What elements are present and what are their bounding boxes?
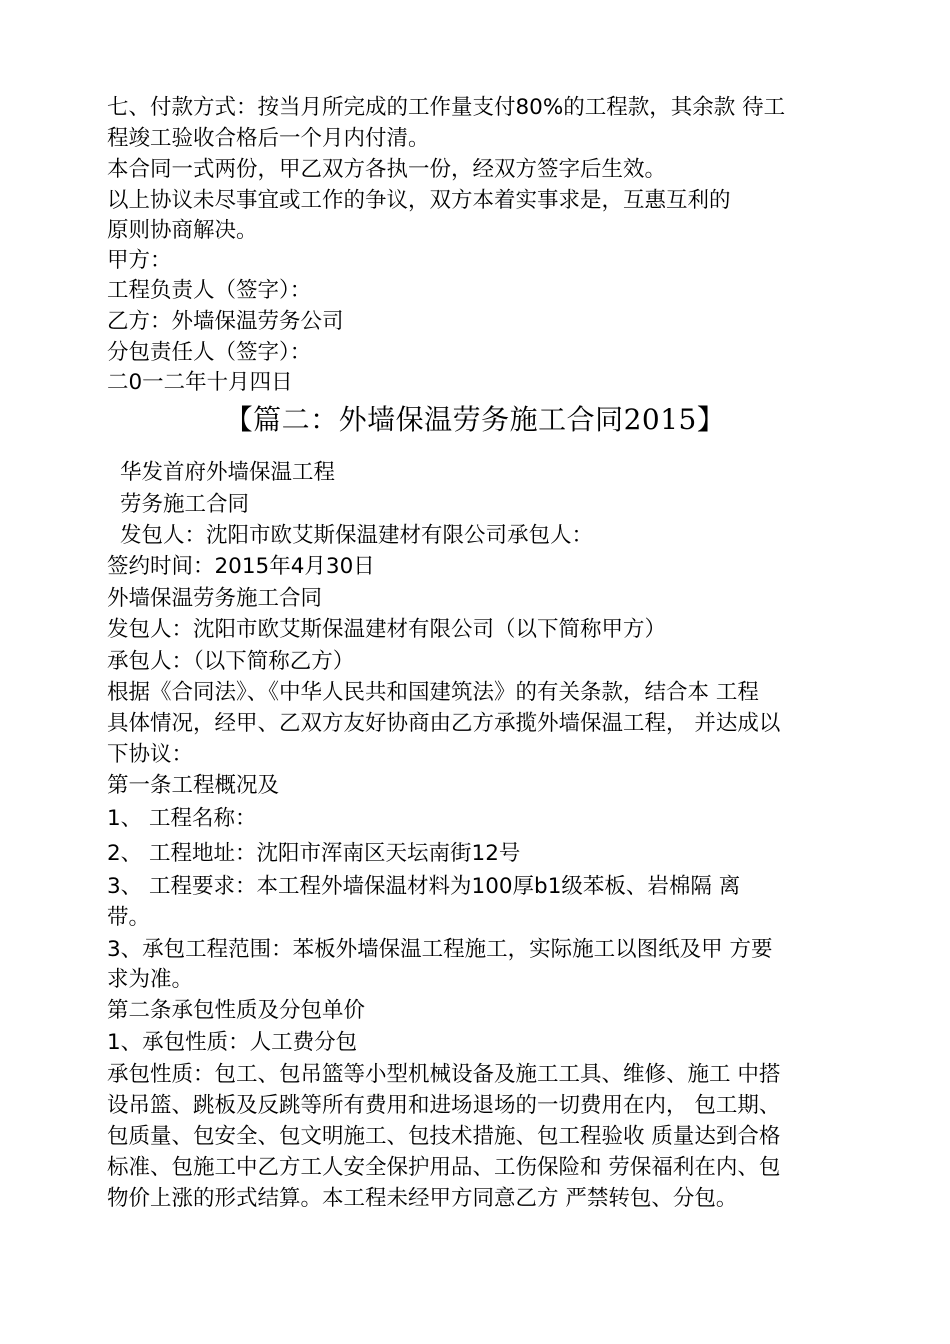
text-line: 原则协商解决。 <box>107 218 258 243</box>
text-line: 具体情况，经甲、乙双方友好协商由乙方承揽外墙保温工程， 并达成以 <box>107 711 781 736</box>
text-line: 签约时间：2015年4月30日 <box>107 554 375 579</box>
text-line: 3、 工程要求：本工程外墙保温材料为100厚b1级苯板、岩棉隔 离 <box>107 874 741 899</box>
doc-title: 华发首府外墙保温工程 <box>120 460 336 485</box>
text-line: 发包人：沈阳市欧艾斯保温建材有限公司承包人： <box>120 523 594 548</box>
text-line: 外墙保温劳务施工合同 <box>107 586 323 611</box>
text-line: 3、承包工程范围：苯板外墙保温工程施工，实际施工以图纸及甲 方要 <box>107 937 773 962</box>
text-line: 分包责任人（签字）： <box>107 340 312 365</box>
text-line: 带。 <box>107 905 151 930</box>
text-line: 求为准。 <box>107 967 194 992</box>
text-line: 承包人：（以下简称乙方） <box>107 649 355 674</box>
text-line: 二0一二年十月四日 <box>107 370 293 395</box>
text-line: 包质量、包安全、包文明施工、包技术措施、包工程验收 质量达到合格 <box>107 1124 781 1149</box>
doc-subtitle: 劳务施工合同 <box>120 492 250 517</box>
text-line: 物价上涨的形式结算。本工程未经甲方同意乙方 严禁转包、分包。 <box>107 1186 738 1211</box>
text-line: 以上协议未尽事宜或工作的争议，双方本着实事求是，互惠互利的 <box>107 188 731 213</box>
text-line: 1、 工程名称： <box>107 806 257 831</box>
text-line: 本合同一式两份，甲乙双方各执一份，经双方签字后生效。 <box>107 157 667 182</box>
text-line: 七、付款方式：按当月所完成的工作量支付80%的工程款，其余款 待工 <box>107 95 786 120</box>
text-line: 发包人：沈阳市欧艾斯保温建材有限公司（以下简称甲方） <box>107 617 667 642</box>
text-line: 第二条承包性质及分包单价 <box>107 998 366 1023</box>
text-line: 2、 工程地址：沈阳市浑南区天坛南街12号 <box>107 841 521 866</box>
text-line: 标准、包施工中乙方工人安全保护用品、工伤保险和 劳保福利在内、包 <box>107 1155 781 1180</box>
text-line: 程竣工验收合格后一个月内付清。 <box>107 126 430 151</box>
text-line: 承包性质：包工、包吊篮等小型机械设备及施工工具、维修、施工 中搭 <box>107 1062 781 1087</box>
text-line: 设吊篮、跳板及反跳等所有费用和进场退场的一切费用在内， 包工期、 <box>107 1093 781 1118</box>
text-line: 根据《合同法》、《中华人民共和国建筑法》的有关条款，结合本 工程 <box>107 680 759 705</box>
text-line: 下协议： <box>107 742 194 767</box>
text-line: 1、承包性质：人工费分包 <box>107 1030 358 1055</box>
text-line: 甲方： <box>107 248 172 273</box>
text-line: 第一条工程概况及 <box>107 773 280 798</box>
text-line: 乙方：外墙保温劳务公司 <box>107 309 344 334</box>
text-line: 工程负责人（签字）： <box>107 278 312 303</box>
section-heading: 【篇二：外墙保温劳务施工合同2015】 <box>224 403 726 436</box>
